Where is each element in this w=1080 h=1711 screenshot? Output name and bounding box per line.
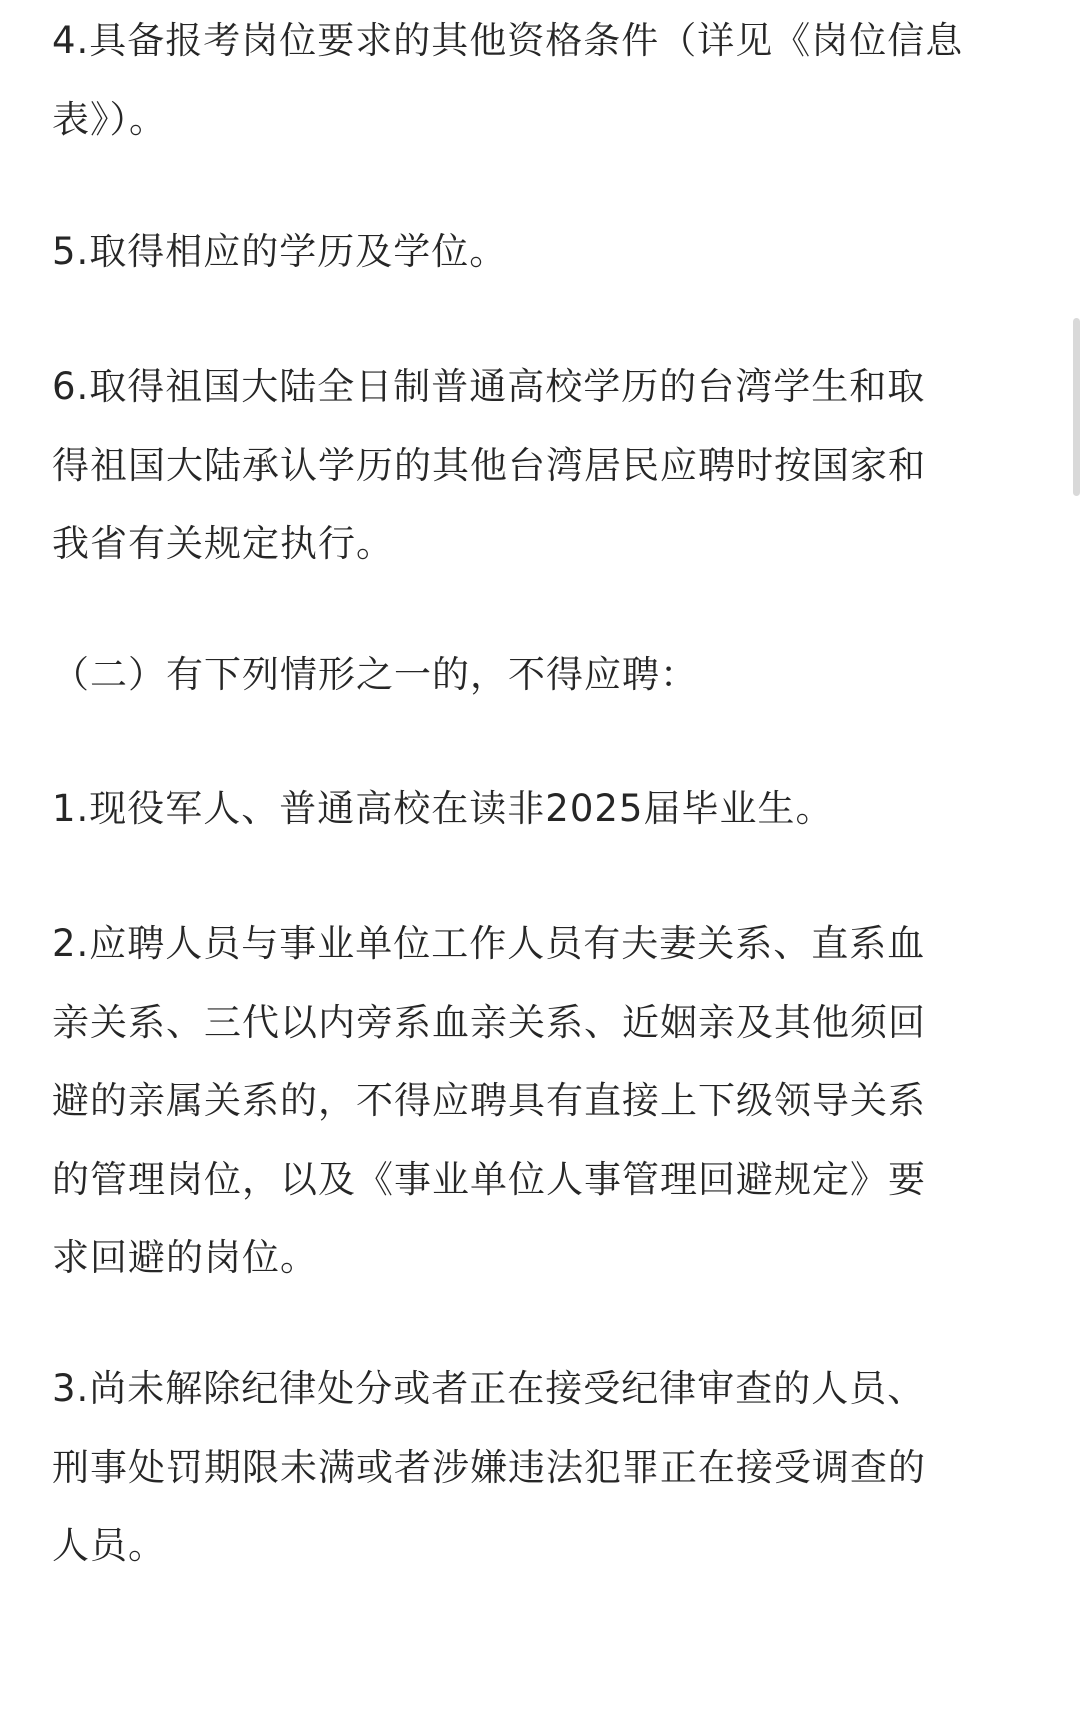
text-line: 6.取得祖国大陆全日制普通高校学历的台湾学生和取 [52,365,926,408]
paragraph-requirement-6 [52,348,952,584]
text-line: 我省有关规定执行。 [52,522,394,565]
text-line: 刑事处罚期限未满或者涉嫌违法犯罪正在接受调查的 [52,1445,926,1489]
paragraph-disqualification-1 [52,770,952,849]
paragraph-requirement-5 [52,213,952,292]
text-line: 亲关系、三代以内旁系血亲关系、近姻亲及其他须回 [52,1000,926,1044]
text-line: 2.应聘人员与事业单位工作人员有夫妻关系、直系血 [52,922,926,965]
text-line: （二）有下列情形之一的，不得应聘： [52,653,698,696]
text-line: 3.尚未解除纪律处分或者正在接受纪律审查的人员、 [52,1367,926,1410]
scrollbar-thumb[interactable] [1073,318,1080,496]
paragraph-disqualification-3 [52,1350,952,1586]
text-line: 避的亲属关系的，不得应聘具有直接上下级领导关系 [52,1079,926,1122]
text-line: 5.取得相应的学历及学位。 [52,230,508,273]
text-line: 表》）。 [52,97,167,141]
text-line: 求回避的岗位。 [52,1236,318,1279]
paragraph-requirement-4 [52,2,964,159]
text-line: 得祖国大陆承认学历的其他台湾居民应聘时按国家和 [52,443,926,487]
text-line: 4.具备报考岗位要求的其他资格条件（详见《岗位信息 [52,19,964,62]
section-heading-disqualifications [52,636,952,715]
paragraph-disqualification-2 [52,905,952,1298]
text-line: 人员。 [52,1524,166,1567]
text-line: 的管理岗位，以及《事业单位人事管理回避规定》要 [52,1157,926,1201]
text-line: 1.现役军人、普通高校在读非2025届毕业生。 [52,787,834,830]
